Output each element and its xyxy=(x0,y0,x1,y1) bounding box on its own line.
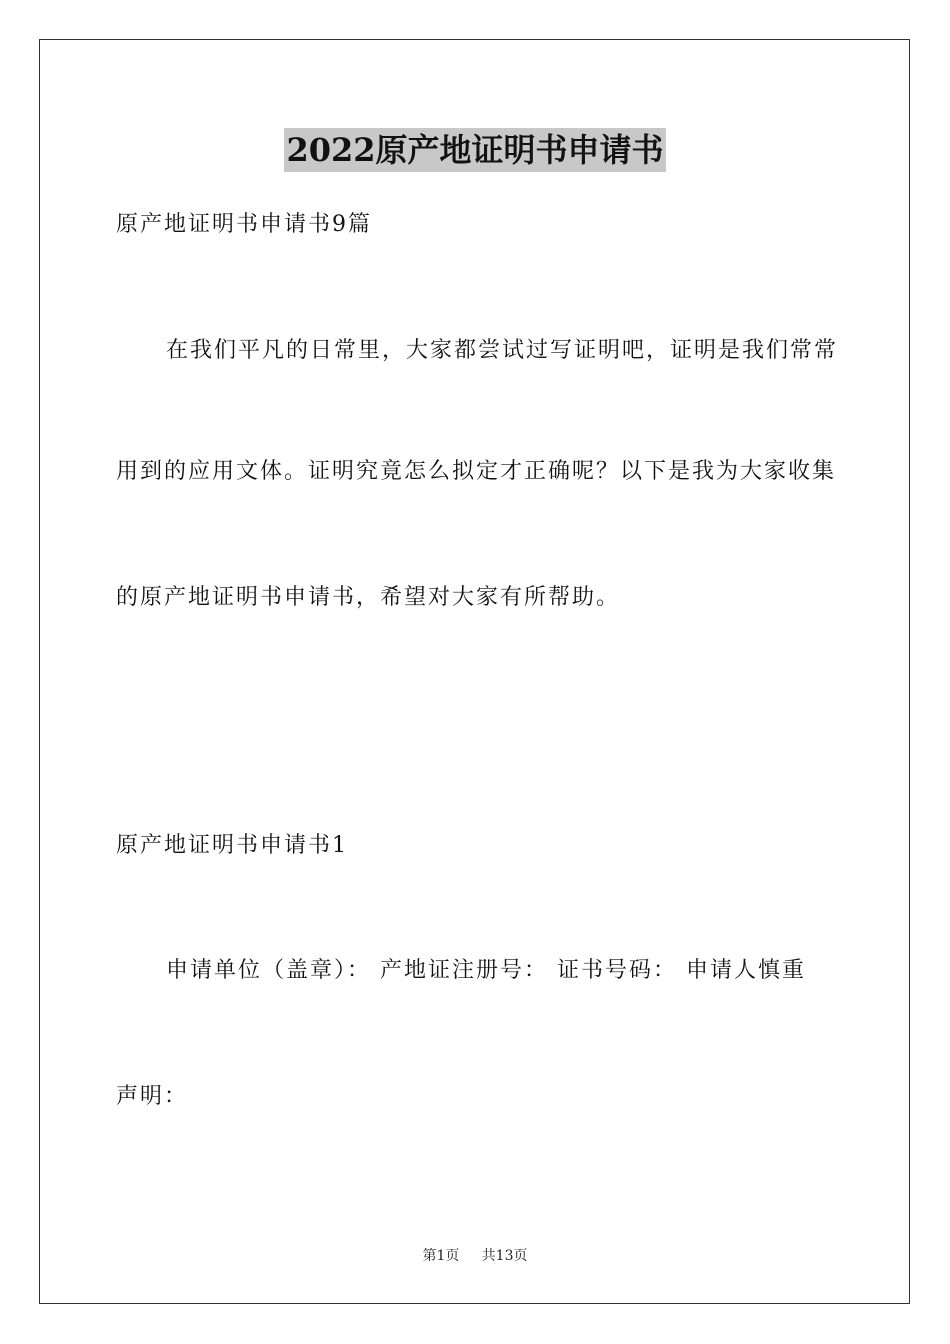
intro-line-3: 的原产地证明书申请书，希望对大家有所帮助。 xyxy=(116,585,621,610)
page-number: 第1页 xyxy=(422,1248,460,1264)
section-heading: 原产地证明书申请书1 xyxy=(116,833,348,858)
intro-line-1: 在我们平凡的日常里，大家都尝试过写证明吧，证明是我们常常 xyxy=(166,338,839,363)
document-subtitle: 原产地证明书申请书9篇 xyxy=(116,212,372,237)
body-line-2: 声明： xyxy=(116,1084,189,1109)
body-line-1: 申请单位（盖章）： 产地证注册号： 证书号码： 申请人慎重 xyxy=(166,958,806,983)
intro-line-2: 用到的应用文体。证明究竟怎么拟定才正确呢？以下是我为大家收集 xyxy=(116,459,837,484)
page-total: 共13页 xyxy=(481,1248,528,1264)
title-container xyxy=(0,128,950,172)
document-title: 2022原产地证明书申请书 xyxy=(284,128,665,172)
page-footer xyxy=(0,1246,950,1266)
